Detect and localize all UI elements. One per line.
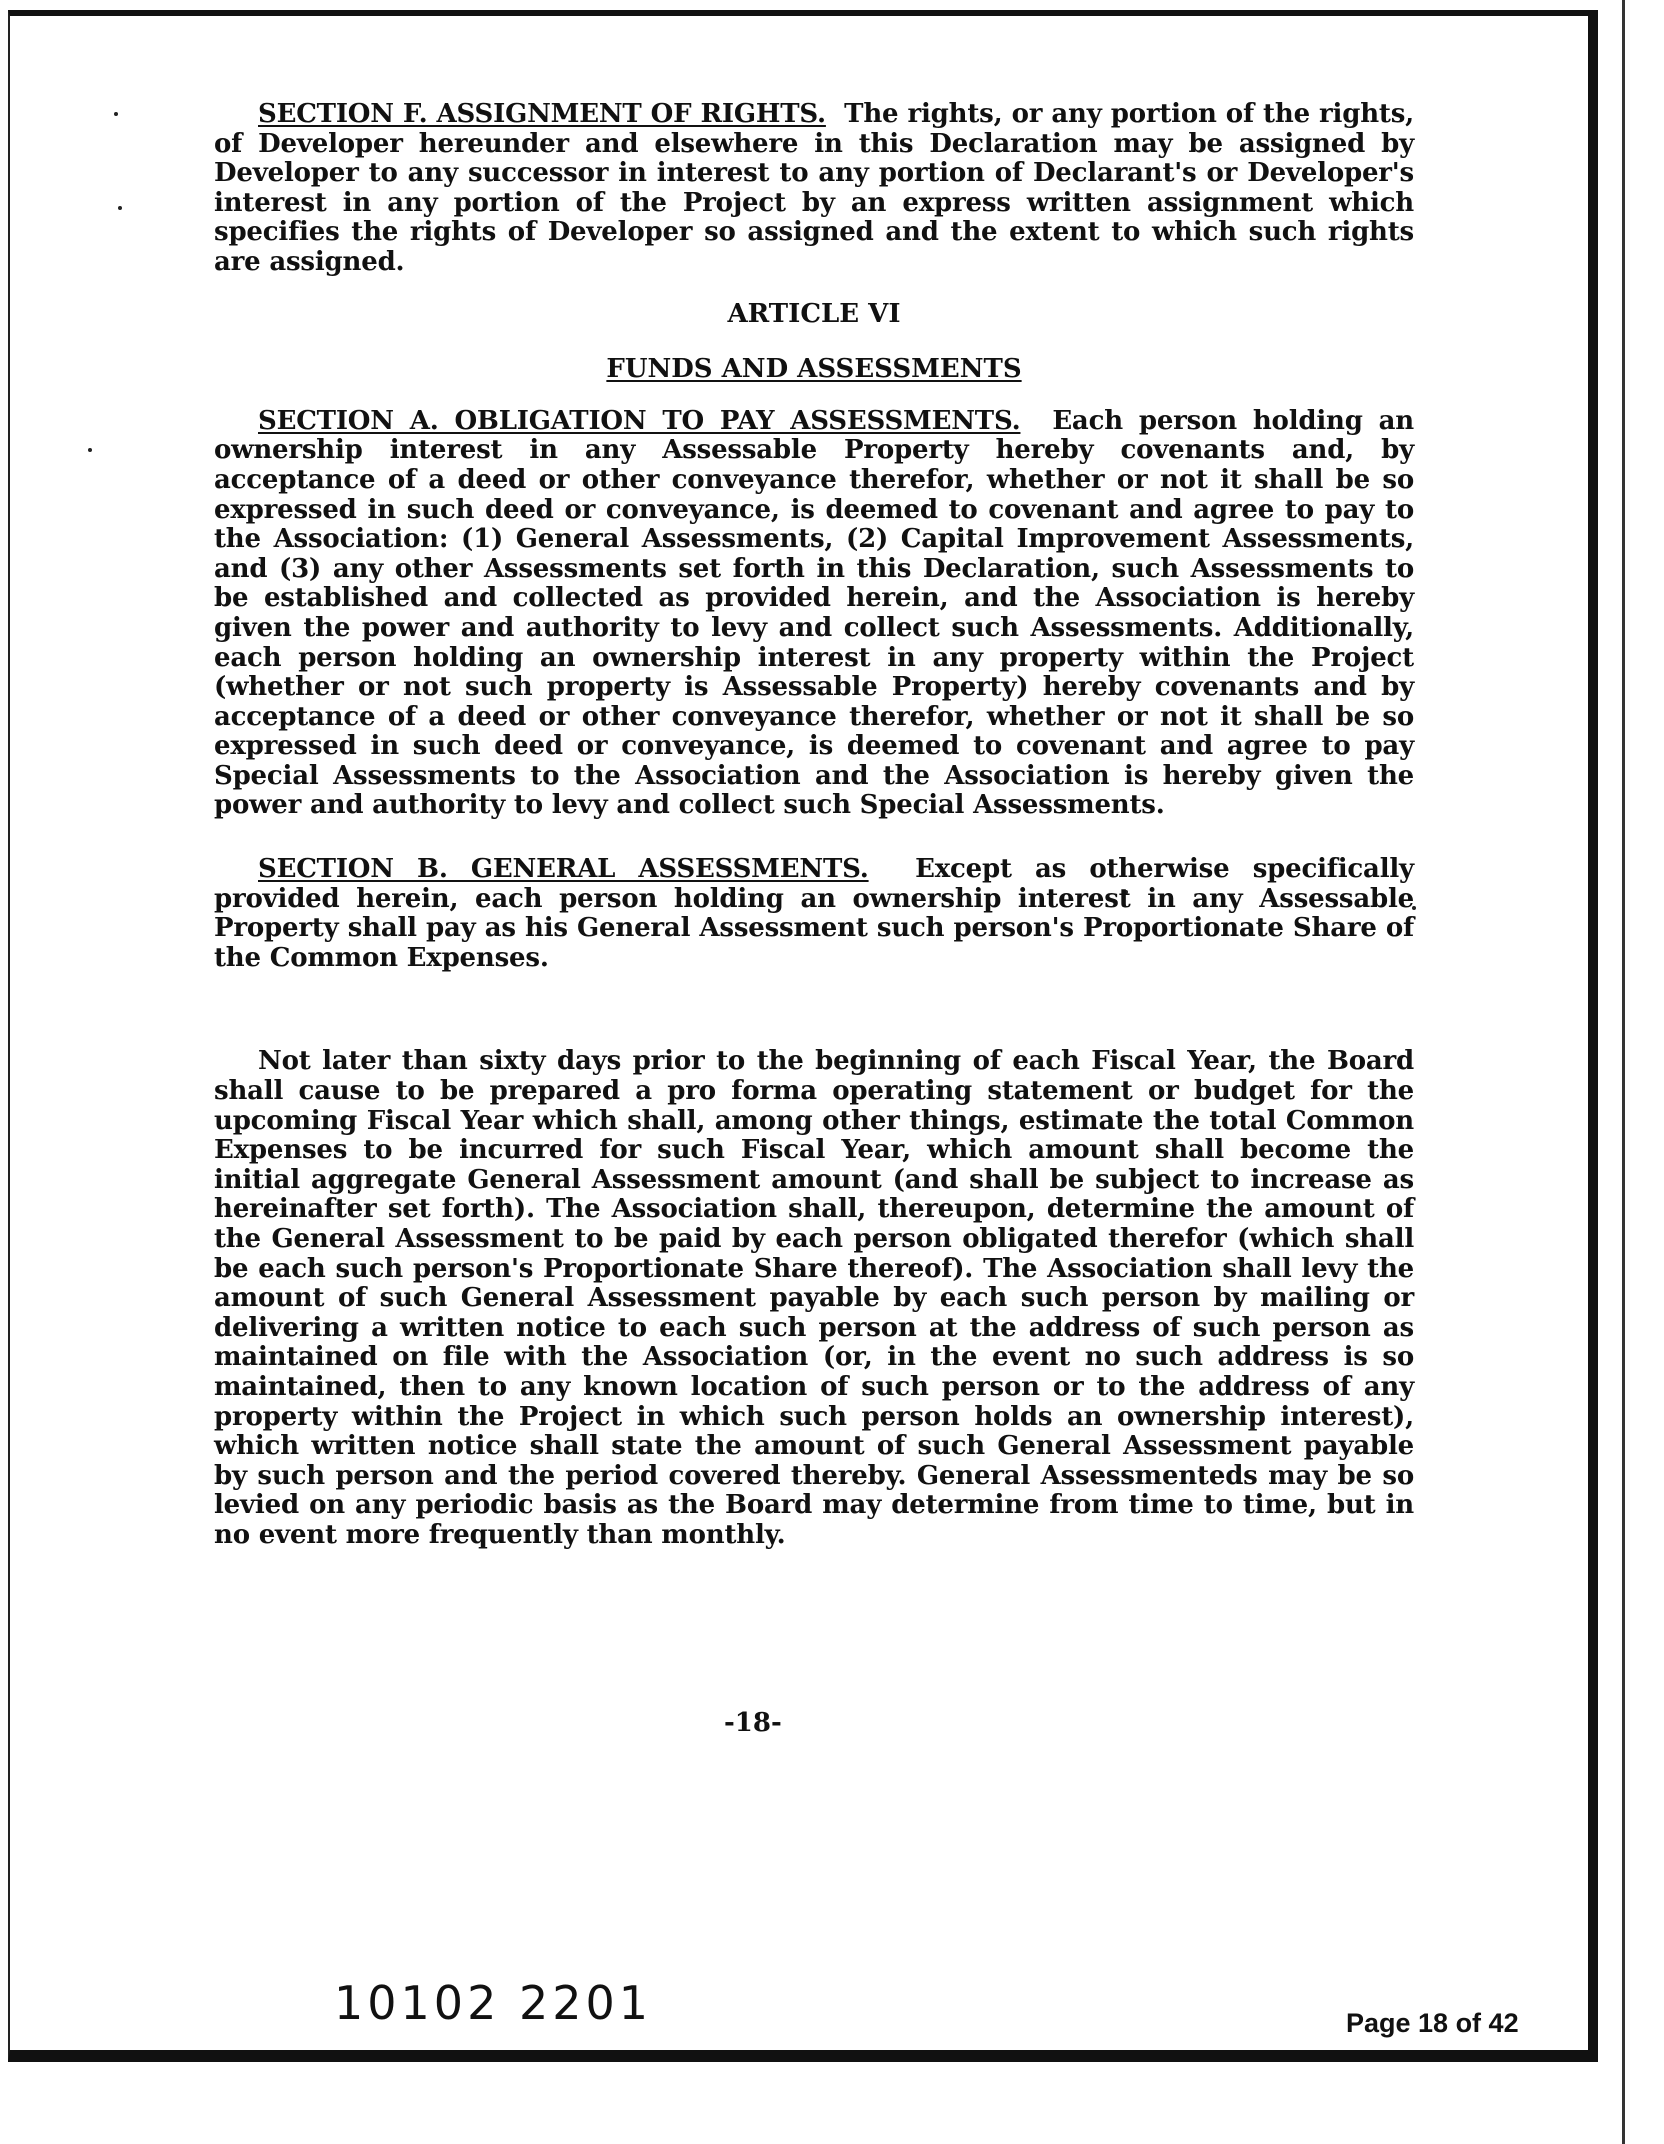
section-b-heading: SECTION B. GENERAL ASSESSMENTS. bbox=[258, 854, 869, 885]
section-a-heading: SECTION A. OBLIGATION TO PAY ASSESSMENTS. bbox=[258, 405, 1021, 436]
section-a-paragraph bbox=[214, 407, 1414, 821]
scan-speck bbox=[88, 448, 92, 452]
page-number: -18- bbox=[724, 1708, 782, 1738]
section-b-body: Except as otherwise specifically provided herein, each person holding an ownership interest in any Assessable Property shall pay as his General Assessment such person's Proportionate Share of the Common Expenses. bbox=[214, 854, 1414, 973]
section-f-heading: SECTION F. ASSIGNMENT OF RIGHTS. bbox=[258, 99, 826, 129]
page-of-label: Page 18 of 42 bbox=[1346, 2008, 1519, 2038]
section-f-paragraph bbox=[214, 100, 1414, 278]
page-edge-line bbox=[1622, 0, 1625, 2144]
section-b-paragraph bbox=[214, 855, 1414, 973]
scan-speck bbox=[118, 206, 122, 210]
document-number: 10102 2201 bbox=[334, 1976, 653, 2030]
section-a-body: Each person holding an ownership interest in any Assessable Property hereby covenants and, by acceptance of a deed or other conveyance therefor, whether or not it shall be so expressed in such deed or conveyance, is deemed to covenant and agree to pay to the Association: (1) General Assessments, (2) Capital Improvement Assessments, and (3) any other Assessments set forth in this Declaration, such Assessments to be established and collected as provided herein, and the Association is hereby given the power and authority to levy and collect such Assessments. Additionally, each person holding an ownership interest in any property within the Project (whether or not such property is Assessable Property) hereby covenants and by acceptance of a deed or other conveyance therefor, whether or not it shall be so expressed in such deed or conveyance, is deemed to covenant and agree to pay Special Assessments to the Association and the Association is hereby given the power and authority to levy and collect such Special Assessments. bbox=[214, 405, 1414, 821]
document-body bbox=[214, 100, 1414, 1551]
general-assessment-paragraph: Not later than sixty days prior to the beginning of each Fiscal Year, the Board shall cause to be prepared a pro forma operating statement or budget for the upcoming Fiscal Year which shall, among other things, estimate the total Common Expenses to be incurred for such Fiscal Year, which amount shall become the initial aggregate General Assessment amount (and shall be subject to increase as hereinafter set forth). The Association shall, thereupon, determine the amount of the General Assessment to be paid by each person obligated therefor (which shall be each such person's Proportionate Share thereof). The Association shall levy the amount of such General Assessment payable by each such person by mailing or delivering a written notice to each such person at the address of such person as maintained on file with the Association (or, in the event no such address is so maintained, then to any known location of such person or to the address of any property within the Project in which such person holds an ownership interest), which written notice shall state the amount of such General Assessment payable by such person and the period covered thereby. General Assessmenteds may be so levied on any periodic basis as the Board may determine from time to time, but in no event more frequently than monthly. bbox=[214, 1046, 1414, 1550]
article-number: ARTICLE VI bbox=[727, 298, 901, 329]
article-title: FUNDS AND ASSESSMENTS bbox=[606, 354, 1022, 385]
scan-speck bbox=[114, 112, 118, 116]
section-f-body: The rights, or any portion of the rights, of Developer hereunder and elsewhere in this Declaration may be assigned by Developer to any successor in interest to any portion of Declarant's or Developer's interest in any portion of the Project by an express written assignment which specifies the rights of Developer so assigned and the extent to which such rights are assigned. bbox=[214, 99, 1414, 277]
